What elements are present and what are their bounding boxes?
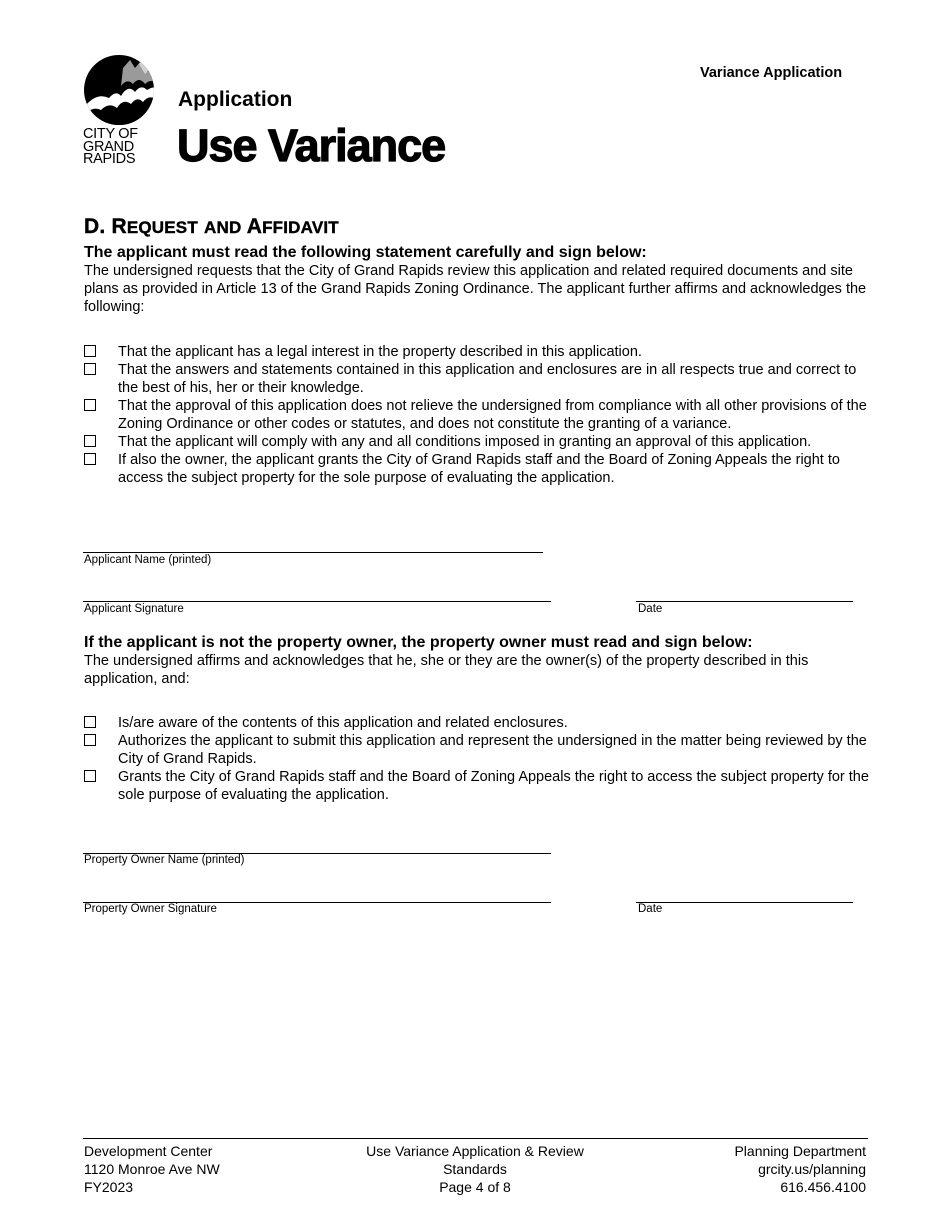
applicant-statement <box>84 244 874 316</box>
section-word: AFFIDAVIT <box>246 215 339 238</box>
page-number: Page 4 of 8 <box>439 1179 511 1195</box>
affirmation-checkbox[interactable] <box>84 345 96 357</box>
owner-intro: The undersigned affirms and acknowledges that he, she or they are the owner(s) of the property described in this application, and: <box>84 653 809 687</box>
affirmation-checkbox[interactable] <box>84 435 96 447</box>
affirmation-checkbox[interactable] <box>84 399 96 411</box>
applicant-date-label: Date <box>638 603 663 615</box>
footer-contact: Planning Department grcity.us/planning 616.456.4100 <box>660 1142 866 1196</box>
list-item: If also the owner, the applicant grants the City of Grand Rapids staff and the Board of Zoning Appeals the right to access the subject property for the sole purpose of evaluating the application. <box>84 451 874 487</box>
affirmation-checkbox[interactable] <box>84 734 96 746</box>
owner-instruction: If the applicant is not the property owner, the property owner must read and sign below: <box>84 634 753 651</box>
logo-line: CITY OF <box>83 126 138 142</box>
city-logo <box>83 54 158 172</box>
list-item: Is/are aware of the contents of this application and related enclosures. <box>84 714 874 732</box>
owner-name-label: Property Owner Name (printed) <box>84 854 245 866</box>
page-title: Use Variance <box>177 120 446 171</box>
applicant-date-field[interactable] <box>636 601 853 602</box>
affirmation-checkbox[interactable] <box>84 453 96 465</box>
section-heading <box>84 215 339 239</box>
section-word: REQUEST <box>111 215 198 238</box>
owner-signature-label: Property Owner Signature <box>84 903 217 915</box>
owner-statement <box>84 634 874 688</box>
phone-number: 616.456.4100 <box>780 1179 866 1195</box>
grand-rapids-logo-icon <box>83 54 158 134</box>
list-item: That the answers and statements contained in this application and enclosures are in all respects true and correct to the best of his, her or their knowledge. <box>84 361 874 397</box>
logo-wordmark <box>83 128 158 166</box>
applicant-signature-label: Applicant Signature <box>84 603 184 615</box>
document-type-label: Variance Application <box>700 65 843 81</box>
footer-divider <box>83 1138 868 1139</box>
owner-affirmations <box>84 714 874 804</box>
affirmation-checkbox[interactable] <box>84 363 96 375</box>
website-link[interactable]: grcity.us/planning <box>758 1161 866 1177</box>
applicant-instruction: The applicant must read the following statement carefully and sign below: <box>84 244 647 261</box>
affirmation-checkbox[interactable] <box>84 716 96 728</box>
list-item: That the applicant will comply with any and all conditions imposed in granting an approval of this application. <box>84 433 874 451</box>
owner-date-label: Date <box>638 903 663 915</box>
applicant-name-label: Applicant Name (printed) <box>84 554 212 566</box>
owner-date-field[interactable] <box>636 902 853 903</box>
applicant-name-field[interactable] <box>83 552 543 553</box>
list-item: Grants the City of Grand Rapids staff and the Board of Zoning Appeals the right to access the subject property for the sole purpose of evaluating the application. <box>84 768 874 804</box>
list-item: That the approval of this application does not relieve the undersigned from compliance with all other provisions of the Zoning Ordinance or other codes or statutes, and does not constitute the granting of a variance. <box>84 397 874 433</box>
applicant-affirmations <box>84 343 874 487</box>
list-item: Authorizes the applicant to submit this application and represent the undersigned in the matter being reviewed by the City of Grand Rapids. <box>84 732 874 768</box>
footer-document-info: Use Variance Application & Review Standards Page 4 of 8 <box>350 1142 600 1196</box>
logo-line: RAPIDS <box>83 151 136 167</box>
section-letter: D. <box>84 215 106 238</box>
footer-address: Development Center 1120 Monroe Ave NW FY2023 <box>84 1143 220 1195</box>
logo-line: GRAND <box>83 138 134 155</box>
list-item: That the applicant has a legal interest in the property described in this application. <box>84 343 874 361</box>
applicant-intro: The undersigned requests that the City of Grand Rapids review this application and related required documents and site plans as provided in Article 13 of the Grand Rapids Zoning Ordinance. The applicant further affirms and acknowledges the following: <box>84 263 867 315</box>
section-word: AND <box>203 218 242 237</box>
affirmation-checkbox[interactable] <box>84 770 96 782</box>
page-subtitle: Application <box>178 88 293 111</box>
applicant-signature-field[interactable] <box>83 601 551 602</box>
